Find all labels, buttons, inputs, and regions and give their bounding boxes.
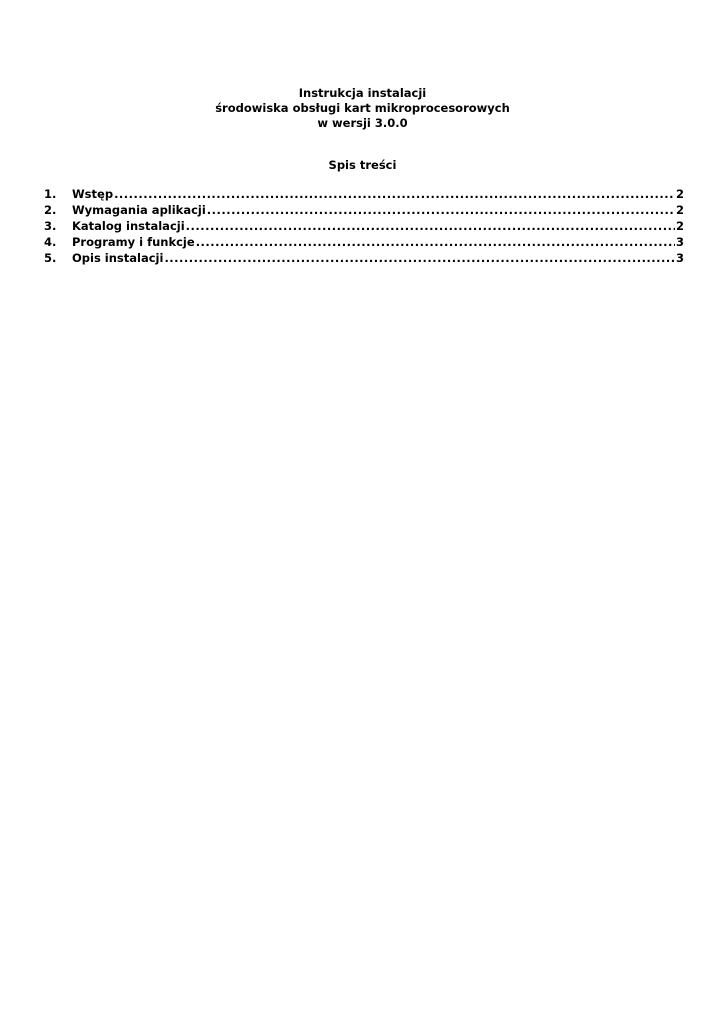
toc-dot-leader: [196, 234, 675, 250]
toc-entry-page: 2: [675, 187, 684, 201]
toc-heading: Spis treści: [328, 158, 397, 172]
toc-entry-number: 4.: [44, 235, 57, 249]
toc-entry-page: 2: [675, 203, 684, 217]
toc-entry-page: 2: [675, 219, 684, 233]
toc-entry-title: Programy i funkcje: [72, 235, 195, 249]
toc-entry-title: Wstęp: [72, 187, 114, 201]
toc-entry-title: Katalog instalacji: [72, 219, 185, 233]
toc-dot-leader: [114, 186, 675, 202]
toc-dot-leader: [207, 202, 675, 218]
document-title: [0, 86, 725, 131]
toc-entry-title: Wymagania aplikacji: [72, 203, 206, 217]
toc-entry-opis-instalacji[interactable]: [44, 250, 684, 266]
toc-dot-leader: [186, 218, 675, 234]
toc-entry-katalog-instalacji[interactable]: [44, 218, 684, 234]
toc-entry-number: 1.: [44, 187, 57, 201]
toc-entry-programy-i-funkcje[interactable]: [44, 234, 684, 250]
toc-entry-number: 5.: [44, 251, 57, 265]
toc-entry-wstep[interactable]: [44, 186, 684, 202]
toc-entry-number: 2.: [44, 203, 57, 217]
toc-entry-page: 3: [675, 235, 684, 249]
toc-entry-title: Opis instalacji: [72, 251, 164, 265]
table-of-contents: [44, 186, 684, 266]
title-line-3: w wersji 3.0.0: [317, 116, 408, 130]
title-line-1: Instrukcja instalacji: [298, 86, 427, 100]
toc-dot-leader: [164, 250, 675, 266]
title-line-2: środowiska obsługi kart mikroprocesorowych: [215, 101, 510, 115]
toc-entry-number: 3.: [44, 219, 57, 233]
toc-entry-page: 3: [675, 251, 684, 265]
toc-entry-wymagania-aplikacji[interactable]: [44, 202, 684, 218]
